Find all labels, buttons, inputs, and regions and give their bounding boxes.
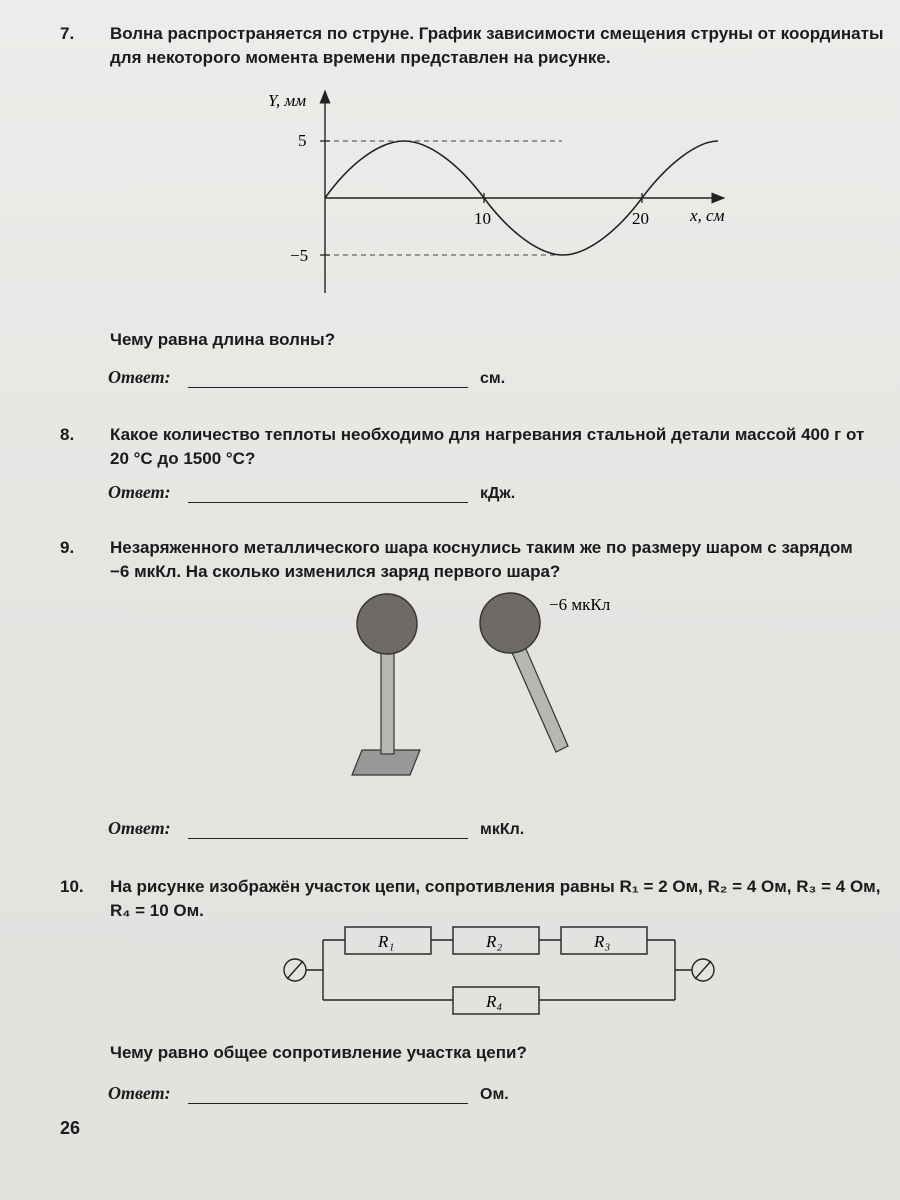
q9-answer-field[interactable] [188, 818, 468, 839]
wave-graph [250, 85, 740, 300]
right-sphere-charge-label: −6 мкКл [549, 595, 611, 614]
q7-answer-unit: см. [480, 370, 506, 387]
q9-number: 9. [60, 538, 75, 557]
resistor-r2-label: R₂ [486, 932, 503, 951]
q7-text [110, 22, 895, 70]
q9-answer-label: Ответ: [108, 818, 171, 838]
circuit-diagram [275, 920, 725, 1030]
resistor-r1-label: R₁ [378, 932, 395, 951]
graph-y-tick-label-pos: 5 [298, 131, 307, 150]
q7-answer-row [108, 367, 505, 388]
graph-x-tick-label-20: 20 [632, 209, 649, 228]
q8-answer-row [108, 482, 515, 503]
q9-text [110, 536, 895, 584]
q7-answer-field[interactable] [188, 367, 468, 388]
q8-text-line2: 20 °С до 1500 °С? [110, 449, 256, 468]
graph-y-label: Y, мм [268, 91, 307, 110]
q8-answer-label: Ответ: [108, 482, 171, 502]
page-number: 26 [60, 1118, 81, 1138]
q10-text-line2: R₄ = 10 Ом. [110, 901, 204, 920]
left-sphere [357, 594, 417, 654]
q10-answer-row [108, 1083, 509, 1104]
graph-x-label: x, см [690, 206, 725, 225]
resistor-r4-label: R₄ [486, 992, 503, 1011]
q10-question: Чему равно общее сопротивление участка цепи? [110, 1043, 527, 1062]
resistor-r3-label: R₃ [594, 932, 611, 951]
q8-answer-unit: кДж. [480, 485, 516, 502]
left-stand-rod [381, 642, 394, 754]
q7-text-line2: для некоторого момента времени представлен на рисунке. [110, 48, 611, 67]
q10-number: 10. [60, 877, 84, 896]
q8-text-line1: Какое количество теплоты необходимо для нагревания стальной детали массой 400 г от [110, 425, 865, 444]
q8-text [110, 423, 895, 471]
q9-text-line2: −6 мкКл. На сколько изменился заряд первого шара? [110, 562, 561, 581]
q7-question: Чему равна длина волны? [110, 330, 336, 349]
q7-answer-label: Ответ: [108, 367, 171, 387]
q9-answer-row [108, 818, 524, 839]
q10-text [110, 875, 895, 923]
right-handle [510, 642, 568, 752]
q10-answer-label: Ответ: [108, 1083, 171, 1103]
q10-answer-unit: Ом. [480, 1086, 509, 1103]
q9-answer-unit: мкКл. [480, 821, 525, 838]
q10-text-line1: На рисунке изображён участок цепи, сопротивления равны R₁ = 2 Ом, R₂ = 4 Ом, R₃ = 4 Ом, [110, 877, 881, 896]
graph-x-tick-label-10: 10 [474, 209, 491, 228]
q9-text-line1: Незаряженного металлического шара коснулись таким же по размеру шаром с зарядом [110, 538, 853, 557]
q8-number: 8. [60, 425, 75, 444]
charged-spheres-figure [340, 590, 660, 780]
q7-number: 7. [60, 24, 75, 43]
right-sphere [480, 593, 540, 653]
q7-text-line1: Волна распространяется по струне. График зависимости смещения струны от координаты [110, 24, 884, 43]
q8-answer-field[interactable] [188, 482, 468, 503]
q10-answer-field[interactable] [188, 1083, 468, 1104]
graph-y-tick-label-neg: −5 [290, 246, 309, 265]
